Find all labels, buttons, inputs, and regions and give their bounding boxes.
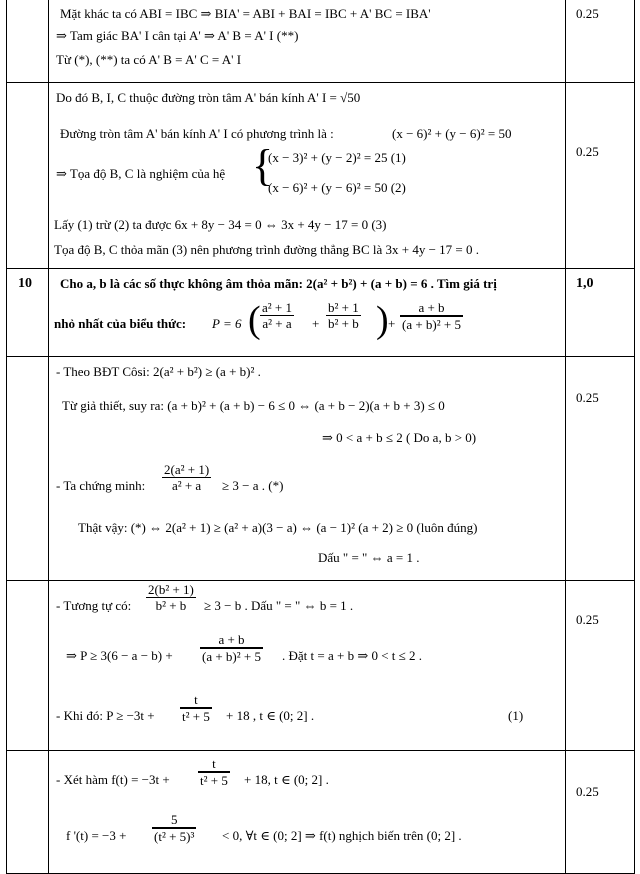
score-cell: 0.25 (576, 612, 599, 627)
solution-line: Từ (*), (**) ta có A' B = A' C = A' I (56, 52, 242, 67)
score-cell: 0.25 (576, 144, 599, 159)
fraction (400, 300, 463, 332)
system-brace: { (252, 141, 274, 190)
plus-sign: + (312, 316, 320, 331)
solution-line: ⇒ P ≥ 3(6 − a − b) + (66, 648, 173, 663)
column-divider-number (48, 0, 49, 874)
solution-line: Lấy (1) trừ (2) ta được 6x + 8y − 34 = 0 ⇔ 3x + 4y − 17 = 0 (3) (54, 217, 387, 232)
solution-line: ⇒ Tọa độ B, C là nghiệm của hệ (56, 166, 226, 181)
score-cell: 1,0 (576, 276, 594, 291)
fraction (180, 692, 212, 724)
circle-equation: (x − 6)² + (y − 6)² = 50 (392, 126, 512, 141)
fraction-denominator: (t² + 5)³ (154, 829, 195, 844)
solution-line: Dấu " = " ⇔ a = 1 . (318, 550, 420, 565)
fraction-numerator: t (198, 756, 230, 772)
paren-close: ) (376, 299, 389, 341)
fraction (146, 582, 196, 613)
fraction (152, 812, 196, 844)
plus-sign: + (388, 316, 396, 331)
fraction-denominator: a² + a (171, 478, 202, 493)
solution-line: Từ giả thiết, suy ra: (a + b)² + (a + b) − 6 ≤ 0 ⇔ (a + b − 2)(a + b + 3) ≤ 0 (62, 398, 445, 413)
solution-line: Thật vậy: (*) ⇔ 2(a² + 1) ≥ (a² + a)(3 − a) ⇔ (a − 1)² (a + 2) ≥ 0 (luôn đúng) (78, 520, 478, 535)
paren-open: ( (248, 299, 261, 341)
solution-line: - Ta chứng minh: (56, 478, 146, 493)
score-cell: 0.25 (576, 784, 599, 799)
fraction-numerator: a² + 1 (262, 300, 292, 315)
fraction-numerator: t (180, 692, 212, 708)
row-divider (6, 580, 635, 581)
solution-line: + 18 , t ∈ (0; 2] . (226, 708, 315, 723)
fraction-numerator: 5 (152, 812, 196, 828)
solution-line: - Theo BĐT Côsi: 2(a² + b²) ≥ (a + b)² . (56, 364, 261, 379)
fraction (162, 462, 211, 493)
solution-line: - Khi đó: P ≥ −3t + (56, 708, 155, 723)
solution-line: Đường tròn tâm A' bán kính A' I có phương trình là : (60, 126, 334, 141)
fraction-denominator: (a + b)² + 5 (402, 317, 461, 332)
question-text: nhỏ nhất của biểu thức: (54, 316, 187, 331)
fraction-denominator: b² + b (328, 316, 359, 331)
solution-line: - Xét hàm f(t) = −3t + (56, 772, 170, 787)
border-left (6, 0, 7, 874)
expression-p: P = 6 (212, 316, 242, 331)
fraction-denominator: a² + a (262, 316, 292, 331)
border-right (634, 0, 635, 874)
fraction-numerator: a + b (200, 632, 263, 648)
question-number: 10 (18, 276, 32, 291)
fraction-numerator: 2(b² + 1) (148, 582, 194, 597)
solution-line: - Tương tự có: (56, 598, 132, 613)
fraction (260, 300, 294, 331)
fraction-numerator: 2(a² + 1) (164, 462, 210, 477)
row-divider (6, 356, 635, 357)
fraction-numerator: a + b (400, 300, 463, 316)
solution-line: . Đặt t = a + b ⇒ 0 < t ≤ 2 . (282, 648, 423, 663)
fraction-denominator: t² + 5 (182, 709, 210, 724)
solution-line: f '(t) = −3 + (66, 828, 127, 843)
solution-line: + 18, t ∈ (0; 2] . (244, 772, 329, 787)
solution-line: ⇒ 0 < a + b ≤ 2 ( Do a, b > 0) (322, 430, 477, 445)
solution-line: ≥ 3 − b . Dấu " = " ⇔ b = 1 . (204, 598, 354, 613)
row-divider (6, 750, 635, 751)
solution-line: Do đó B, I, C thuộc đường tròn tâm A' bán kính A' I = √50 (56, 90, 361, 105)
equation-label: (1) (508, 708, 524, 723)
score-cell: 0.25 (576, 6, 599, 21)
score-cell: 0.25 (576, 390, 599, 405)
row-divider (6, 82, 635, 83)
solution-line: < 0, ∀t ∈ (0; 2] ⇒ f(t) nghịch biến trên (0; 2] . (222, 828, 462, 843)
fraction (326, 300, 361, 331)
fraction (200, 632, 263, 664)
fraction-denominator: (a + b)² + 5 (202, 649, 261, 664)
system-equation-1: (x − 3)² + (y − 2)² = 25 (1) (268, 150, 406, 165)
fraction-denominator: b² + b (155, 598, 187, 613)
fraction-numerator: b² + 1 (328, 300, 359, 315)
solution-line: Mặt khác ta có ABI = IBC ⇒ BIA' = ABI + BAI = IBC + A' BC = IBA' (60, 6, 431, 21)
fraction-denominator: t² + 5 (200, 773, 228, 788)
solution-line: ≥ 3 − a . (*) (222, 478, 284, 493)
column-divider-score (565, 0, 566, 874)
question-text: Cho a, b là các số thực không âm thỏa mãn: 2(a² + b²) + (a + b) = 6 . Tìm giá trị (60, 276, 497, 291)
fraction (198, 756, 230, 788)
system-equation-2: (x − 6)² + (y − 6)² = 50 (2) (268, 180, 406, 195)
solution-line: ⇒ Tam giác BA' I cân tại A' ⇒ A' B = A' I (**) (56, 28, 299, 43)
solution-line: Tọa độ B, C thỏa mãn (3) nên phương trình đường thẳng BC là 3x + 4y − 17 = 0 . (54, 242, 479, 257)
row-divider (6, 268, 635, 269)
